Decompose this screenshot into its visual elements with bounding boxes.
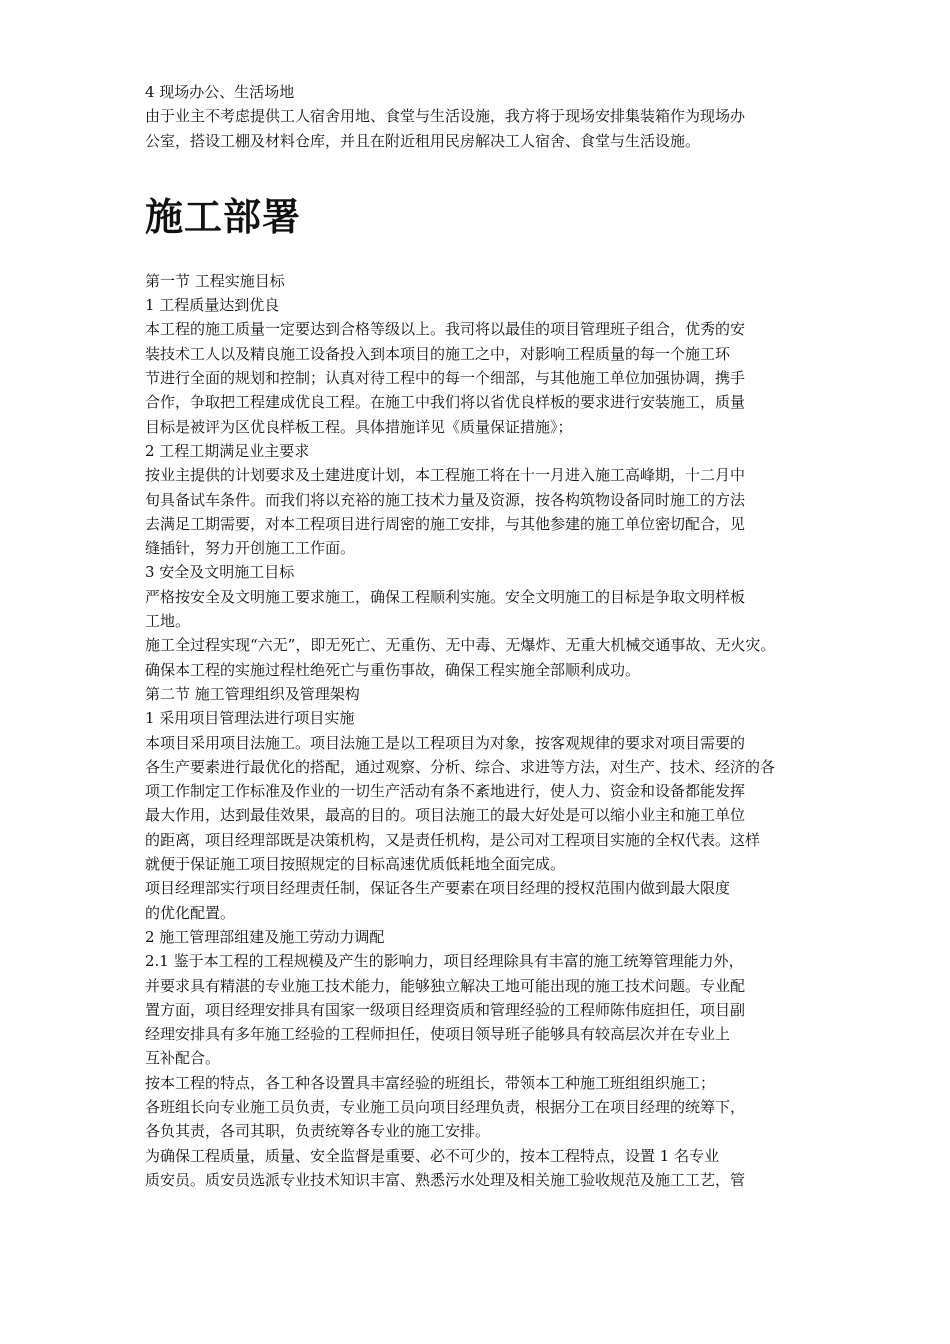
text-line: 第二节 施工管理组织及管理架构 <box>145 684 360 703</box>
text-line: 合作，争取把工程建成优良工程。在施工中我们将以省优良样板的要求进行安装施工，质量 <box>145 393 746 412</box>
text-line: 质安员。质安员选派专业技术知识丰富、熟悉污水处理及相关施工验收规范及施工工艺，管 <box>145 1170 746 1189</box>
text-line: 1 工程质量达到优良 <box>145 296 280 315</box>
text-line: 去满足工期需要，对本工程项目进行周密的施工安排，与其他参建的施工单位密切配合，见 <box>145 514 746 533</box>
text-line: 节进行全面的规划和控制；认真对待工程中的每一个细部，与其他施工单位加强协调，携手 <box>145 369 746 388</box>
text-line: 2 工程工期满足业主要求 <box>145 441 310 460</box>
text-line: 本工程的施工质量一定要达到合格等级以上。我司将以最佳的项目管理班子组合，优秀的安 <box>145 320 746 339</box>
text-line: 公室，搭设工棚及材料仓库，并且在附近租用民房解决工人宿舍、食堂与生活设施。 <box>145 131 701 150</box>
text-line: 的距离，项目经理部既是决策机构，又是责任机构，是公司对工程项目实施的全权代表。这样 <box>145 830 761 849</box>
intro-section <box>145 80 825 153</box>
text-line: 经理安排具有多年施工经验的工程师担任，使项目领导班子能够具有较高层次并在专业上 <box>145 1025 731 1044</box>
text-line: 第一节 工程实施目标 <box>145 271 285 290</box>
text-line: 各负其责，各司其职，负责统筹各专业的施工安排。 <box>145 1122 491 1141</box>
body-section <box>145 269 825 1192</box>
text-line: 项目经理部实行项目经理责任制，保证各生产要素在项目经理的授权范围内做到最大限度 <box>145 879 731 898</box>
text-line: 2.1 鉴于本工程的工程规模及产生的影响力，项目经理除具有丰富的施工统筹管理能力外， <box>145 952 744 971</box>
text-line: 互补配合。 <box>145 1049 221 1068</box>
text-line: 旬具备试车条件。而我们将以充裕的施工技术力量及资源，按各构筑物设备同时施工的方法 <box>145 490 746 509</box>
text-line: 按业主提供的计划要求及土建进度计划，本工程施工将在十一月进入施工高峰期，十二月中 <box>145 466 746 485</box>
text-line: 按本工程的特点，各工种各设置具丰富经验的班组长，带领本工种施工班组组织施工； <box>145 1073 716 1092</box>
text-line: 项工作制定工作标准及作业的一切生产活动有条不紊地进行，使人力、资金和设备都能发挥 <box>145 782 746 801</box>
text-line: 本项目采用项目法施工。项目法施工是以工程项目为对象，按客观规律的要求对项目需要的 <box>145 733 746 752</box>
text-line: 并要求具有精湛的专业施工技术能力，能够独立解决工地可能出现的施工技术问题。专业配 <box>145 976 746 995</box>
text-line: 3 安全及文明施工目标 <box>145 563 295 582</box>
text-line: 施工全过程实现“六无”，即无死亡、无重伤、无中毒、无爆炸、无重大机械交通事故、无火灾。 <box>145 636 776 655</box>
text-line: 由于业主不考虑提供工人宿舍用地、食堂与生活设施，我方将于现场安排集装箱作为现场办 <box>145 107 746 126</box>
text-line: 置方面，项目经理安排具有国家一级项目经理资质和管理经验的工程师陈伟庭担任，项目副 <box>145 1000 746 1019</box>
text-line: 目标是被评为区优良样板工程。具体措施详见《质量保证措施》； <box>145 417 573 436</box>
text-line: 最大作用，达到最佳效果，最高的目的。项目法施工的最大好处是可以缩小业主和施工单位 <box>145 806 746 825</box>
text-line: 1 采用项目管理法进行项目实施 <box>145 709 355 728</box>
text-line: 工地。 <box>145 612 191 631</box>
text-line: 就便于保证施工项目按照规定的目标高速优质低耗地全面完成。 <box>145 855 566 874</box>
text-line: 严格按安全及文明施工要求施工，确保工程顺利实施。安全文明施工的目标是争取文明样板 <box>145 587 746 606</box>
text-line: 的优化配置。 <box>145 903 236 922</box>
text-line: 装技术工人以及精良施工设备投入到本项目的施工之中，对影响工程质量的每一个施工环 <box>145 344 731 363</box>
document-page <box>145 80 825 1192</box>
text-line: 确保本工程的实施过程杜绝死亡与重伤事故，确保工程实施全部顺利成功。 <box>145 660 641 679</box>
section-heading: 施工部署 <box>145 194 302 239</box>
text-line: 各班组长向专业施工员负责，专业施工员向项目经理负责，根据分工在项目经理的统筹下， <box>145 1097 746 1116</box>
text-line: 2 施工管理部组建及施工劳动力调配 <box>145 927 385 946</box>
text-line: 缝插针，努力开创施工工作面。 <box>145 539 356 558</box>
text-line: 各生产要素进行最优化的搭配，通过观察、分析、综合、求进等方法，对生产、技术、经济的各 <box>145 757 776 776</box>
text-line: 4 现场办公、生活场地 <box>145 83 295 101</box>
text-line: 为确保工程质量，质量、安全监督是重要、必不可少的，按本工程特点，设置 1 名专业 <box>145 1146 720 1165</box>
